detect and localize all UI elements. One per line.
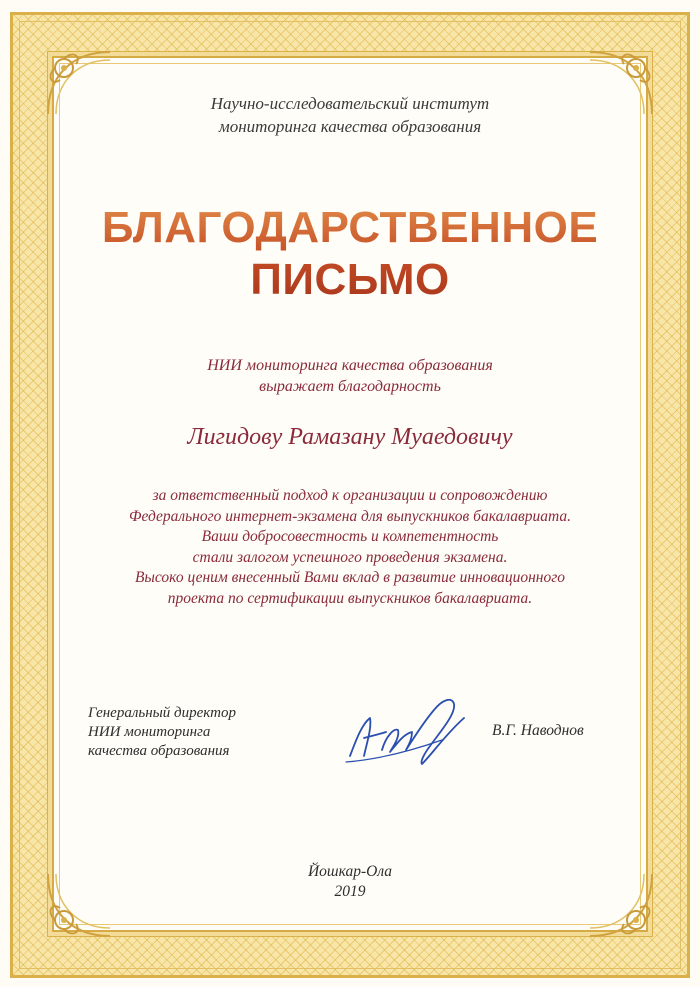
- body-line: Высоко ценим внесенный Вами вклад в развитие инновационного: [134, 569, 566, 586]
- title-line-2: ПИСЬМО: [250, 255, 450, 304]
- title-line-1: БЛАГОДАРСТВЕННОЕ: [101, 203, 599, 252]
- place-name: Йошкар-Ола: [307, 863, 393, 880]
- body-line: стали залогом успешного проведения экзамена.: [192, 548, 508, 566]
- signatory-position-line-1: Генеральный директор: [88, 705, 236, 721]
- body-line: проекта по сертификации выпускников бакалавриата.: [167, 589, 533, 607]
- organization-line-1: НИИ мониторинга качества образования: [207, 357, 493, 374]
- signatory-position-line-3: качества образования: [88, 743, 230, 759]
- year: 2019: [334, 883, 366, 900]
- institute-name: [0, 92, 700, 138]
- organization-line-2: выражает благодарность: [259, 378, 441, 395]
- body-text: [60, 486, 640, 609]
- signatory-position-line-2: НИИ мониторинга: [88, 724, 211, 740]
- body-line: за ответственный подход к организации и сопровождению: [152, 487, 548, 504]
- signatory-position: [88, 704, 308, 761]
- recipient-name: Лигидову Рамазану Муаедовичу: [187, 424, 513, 450]
- body-line: Ваши добросовестность и компетентность: [201, 528, 499, 545]
- signatory-name: В.Г. Наводнов: [492, 722, 584, 739]
- document-title: [0, 202, 700, 306]
- institute-line-1: Научно-исследовательский институт: [210, 94, 490, 113]
- organization-statement: [0, 355, 700, 397]
- handwritten-signature: [342, 690, 472, 774]
- institute-line-2: мониторинга качества образования: [218, 117, 482, 136]
- body-line: Федерального интернет-экзамена для выпускников бакалавриата.: [129, 507, 571, 525]
- place-and-year: [0, 862, 700, 902]
